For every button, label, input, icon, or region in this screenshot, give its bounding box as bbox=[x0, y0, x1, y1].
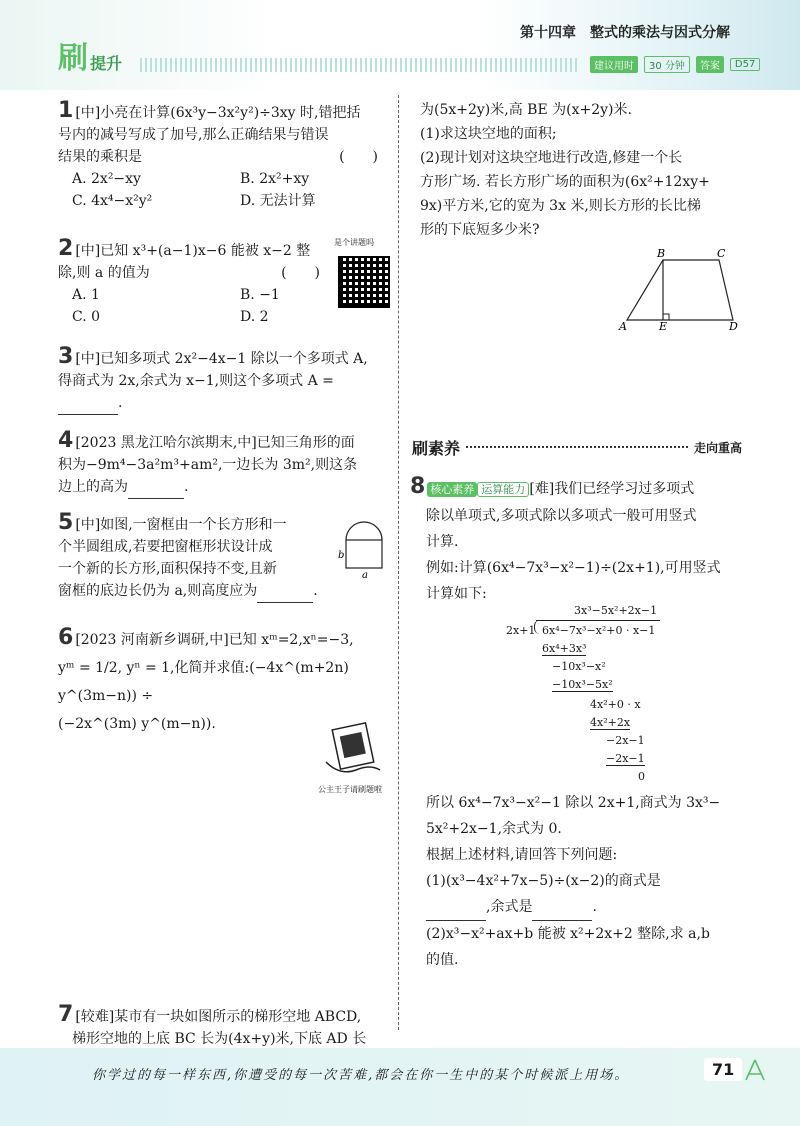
trapezoid-figure bbox=[615, 246, 745, 334]
question-7 bbox=[58, 1004, 398, 1050]
book-cover bbox=[340, 732, 366, 758]
q7-line1: [较难]某市有一块如图所示的梯形空地 ABCD, bbox=[75, 1009, 362, 1025]
question-number: 4 bbox=[58, 428, 74, 453]
q8-line2: 除以单项式,多项式除以多项式一般可用竖式 bbox=[426, 508, 697, 524]
answer-paren: ( ) bbox=[339, 149, 378, 165]
footer-motto: 你学过的每一样东西,你遭受的每一次苦难,都会在你一生中的某个时候派上用场。 bbox=[92, 1068, 630, 1083]
ld-row6: −2x−1 bbox=[606, 734, 645, 747]
trapezoid-abcd bbox=[627, 260, 733, 320]
header-meta bbox=[590, 56, 760, 73]
ld-row1: 6x⁴+3x³ bbox=[542, 642, 587, 655]
q8-line6: 所以 6x⁴−7x³−x²−1 除以 2x+1,商式为 3x³− bbox=[426, 795, 721, 811]
question-number: 6 bbox=[58, 625, 74, 650]
question-number: 2 bbox=[58, 236, 74, 261]
q2-line2: 除,则 a 的值为 bbox=[58, 265, 150, 281]
q8-part2a: (2)x³−x²+ax+b 能被 x²+2x+2 整除,求 a,b bbox=[426, 926, 710, 942]
q8-part1: (1)(x³−4x²+7x−5)÷(x−2)的商式是 bbox=[426, 873, 661, 889]
point-c: C bbox=[717, 247, 726, 260]
compass-icon bbox=[742, 1058, 768, 1082]
chapter-title: 第十四章 整式的乘法与因式分解 bbox=[520, 25, 730, 41]
option-d: D. 2 bbox=[240, 309, 269, 325]
q8-line3: 计算. bbox=[426, 534, 459, 550]
question-number: 3 bbox=[58, 344, 74, 369]
question-number: 7 bbox=[58, 1002, 74, 1027]
point-e: E bbox=[659, 320, 668, 333]
brand-main: 刷 bbox=[58, 41, 88, 76]
q6-line2: yᵐ = 1/2, yⁿ = 1,化简并求值:(−4x^(m+2n) y^(3m−n)) ÷ bbox=[58, 660, 349, 704]
q8-line5: 计算如下: bbox=[426, 586, 487, 602]
q7-sub2a: (2)现计划对这块空地进行改造,修建一个长 bbox=[420, 150, 683, 166]
q5-line3: 一个新的长方形,面积保持不变,且新 bbox=[58, 561, 277, 577]
q1-line1: [中]小亮在计算(6x³y−3x²y²)÷3xy 时,错把括 bbox=[75, 105, 361, 121]
page-number: 71 bbox=[704, 1058, 742, 1081]
option-a: A. 2x²−xy bbox=[72, 171, 141, 187]
point-d: D bbox=[729, 320, 738, 333]
q8-line7: 5x²+2x−1,余式为 0. bbox=[426, 821, 562, 837]
question-8-continued: 所以 6x⁴−7x³−x²−1 除以 2x+1,商式为 3x³− 5x²+2x−1,余式为 0. 根据上述材料,请回答下列问题: (1)(x³−4x²+7x−5)÷(x−2)的商式是 ,余式是 . (2)x³−x²+ax+b 能被 x²+2x+2 整除,求 a,b 的值. bbox=[426, 790, 746, 973]
ld-row3: −10x³−5x² bbox=[552, 678, 613, 691]
q7-line2: 梯形空地的上底 BC 长为(4x+y)米,下底 AD 长 bbox=[72, 1031, 367, 1047]
point-b: B bbox=[657, 247, 666, 260]
ld-dividend: 6x⁴−7x³−x²+0 · x−1 bbox=[542, 624, 656, 637]
ld-row5: 4x²+2x bbox=[590, 716, 631, 729]
question-number: 8 bbox=[410, 474, 426, 499]
q8-line8: 根据上述材料,请回答下列问题: bbox=[426, 847, 618, 863]
answer-label: 答案 bbox=[696, 56, 724, 73]
option-d: D. 无法计算 bbox=[240, 193, 316, 209]
q3-line2: 得商式为 2x,余式为 x−1,则这个多项式 A = bbox=[58, 373, 334, 389]
answer-blank[interactable] bbox=[58, 392, 118, 415]
label-a: a bbox=[362, 570, 368, 581]
section-right-label: 走向重高 bbox=[693, 440, 742, 455]
header-stripes bbox=[140, 58, 580, 72]
ld-row4: 4x²+0 · x bbox=[590, 698, 641, 711]
cartoon-caption: 公主王子请刷题啦 bbox=[318, 785, 382, 794]
question-number: 1 bbox=[58, 98, 74, 123]
tag-core: 核心素养 bbox=[427, 482, 477, 497]
ld-divisor: 2x+1 bbox=[506, 624, 536, 637]
answer-page: D57 bbox=[730, 58, 760, 71]
q4-line1: [2023 黑龙江哈尔滨期末,中]已知三角形的面 bbox=[75, 435, 355, 451]
ld-row2: −10x³−x² bbox=[552, 660, 606, 673]
section-header bbox=[412, 436, 742, 458]
rectangle bbox=[346, 540, 382, 568]
q5-line1: [中]如图,一窗框由一个长方形和一 bbox=[75, 517, 287, 533]
q1-line2: 号内的减号写成了加号,那么正确结果与错误 bbox=[58, 127, 329, 143]
answer-blank[interactable] bbox=[257, 580, 313, 603]
option-a: A. 1 bbox=[72, 287, 100, 303]
brand-sub: 提升 bbox=[90, 54, 123, 73]
section-title: 刷素养 bbox=[412, 438, 461, 458]
q6-line3: (−2x^(3m) y^(m−n)). bbox=[58, 716, 216, 732]
q7-sub1: (1)求这块空地的面积; bbox=[420, 126, 557, 142]
window-figure bbox=[336, 510, 392, 582]
question-4: 4 [2023 黑龙江哈尔滨期末,中]已知三角形的面 积为−9m⁴−3a²m³+am²,一边长为 3m²,则这条 边上的高为 . bbox=[58, 430, 398, 499]
question-7-continued bbox=[420, 98, 750, 242]
q2-line1: [中]已知 x³+(a−1)x−6 能被 x−2 整 bbox=[75, 243, 311, 259]
semicircle bbox=[346, 522, 382, 540]
label-b: b bbox=[338, 550, 345, 561]
q1-line3: 结果的乘积是 bbox=[58, 149, 142, 165]
answer-blank-remainder[interactable] bbox=[532, 894, 592, 921]
q5-line4: 窗框的底边长仍为 a,则高度应为 bbox=[58, 583, 258, 599]
q3-line1: [中]已知多项式 2x²−4x−1 除以一个多项式 A, bbox=[75, 351, 368, 367]
question-1 bbox=[58, 100, 398, 212]
q7-sub2d: 形的下底短多少米? bbox=[420, 222, 540, 238]
brand-logo bbox=[58, 41, 123, 76]
option-c: C. 4x⁴−x²y² bbox=[72, 193, 153, 209]
q7-line3: 为(5x+2y)米,高 BE 为(x+2y)米. bbox=[420, 102, 632, 118]
qr-image bbox=[338, 256, 390, 308]
time-value: 30 分钟 bbox=[644, 56, 690, 73]
q5-line2: 个半圆组成,若要把窗框形状设计成 bbox=[58, 539, 273, 555]
q7-sub2b: 方形广场. 若长方形广场的面积为(6x²+12xy+ bbox=[420, 174, 710, 190]
question-2 bbox=[58, 238, 338, 328]
section-dots bbox=[466, 446, 688, 448]
cartoon-illustration bbox=[320, 720, 390, 782]
option-c: C. 0 bbox=[72, 309, 101, 325]
ld-quotient: 3x³−5x²+2x−1 bbox=[574, 604, 658, 617]
question-8 bbox=[410, 474, 750, 607]
q8-part2b: 的值. bbox=[426, 952, 459, 968]
q7-sub2c: 9x)平方米,它的宽为 3x 米,则长方形的长比梯 bbox=[420, 198, 701, 214]
long-division bbox=[500, 604, 700, 784]
q4-line2: 积为−9m⁴−3a²m³+am²,一边长为 3m²,则这条 bbox=[58, 457, 358, 473]
answer-paren: ( ) bbox=[281, 265, 320, 281]
point-a: A bbox=[619, 320, 627, 333]
tag-skill: 运算能力 bbox=[477, 482, 529, 497]
q8-line4: 例如:计算(6x⁴−7x³−x²−1)÷(2x+1),可用竖式 bbox=[426, 560, 721, 576]
question-3: 3 [中]已知多项式 2x²−4x−1 除以一个多项式 A, 得商式为 2x,余式为 x−1,则这个多项式 A = . bbox=[58, 346, 398, 415]
time-label: 建议用时 bbox=[590, 56, 638, 73]
q8-part1b: ,余式是 bbox=[486, 899, 533, 915]
footer-band bbox=[0, 1048, 800, 1126]
question-number: 5 bbox=[58, 510, 74, 535]
answer-blank-quotient[interactable] bbox=[426, 894, 486, 921]
q6-line1: [2023 河南新乡调研,中]已知 xᵐ=2,xⁿ=−3, bbox=[75, 632, 354, 648]
answer-blank[interactable] bbox=[128, 476, 184, 499]
qr-caption: 是个讲题吗 bbox=[334, 238, 374, 247]
ld-bar bbox=[536, 620, 660, 621]
option-b: B. −1 bbox=[240, 287, 280, 303]
ld-row7: −2x−1 bbox=[606, 752, 645, 765]
qr-code[interactable] bbox=[334, 238, 392, 308]
column-divider bbox=[398, 95, 399, 1030]
question-5: 5 [中]如图,一窗框由一个长方形和一 个半圆组成,若要把窗框形状设计成 一个新的长方形,面积保持不变,且新 窗框的底边长仍为 a,则高度应为 . bbox=[58, 512, 398, 603]
q8-line1: [难]我们已经学习过多项式 bbox=[529, 481, 695, 497]
q4-line3: 边上的高为 bbox=[58, 479, 128, 495]
ld-row8: 0 bbox=[638, 770, 645, 783]
option-b: B. 2x²+xy bbox=[240, 171, 310, 187]
